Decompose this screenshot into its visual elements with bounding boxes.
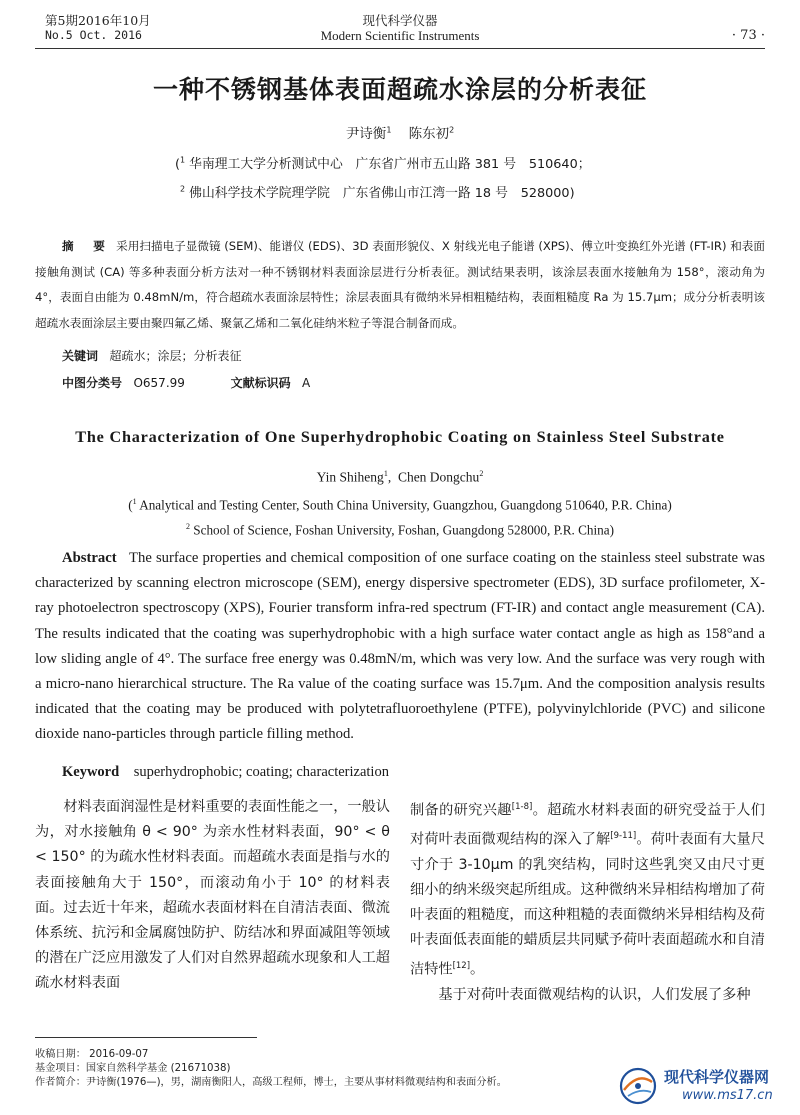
- doc-code-label: 文献标识码: [230, 376, 291, 390]
- abstract-en-label: Abstract: [62, 550, 117, 566]
- author-cn-1-sup: 1: [386, 125, 392, 135]
- body-column-right: [410, 795, 765, 1008]
- keywords-cn: [62, 347, 241, 364]
- keywords-en-label: Keyword: [62, 764, 120, 780]
- watermark-url: www.ms17.cn: [682, 1088, 773, 1103]
- abstract-cn-text: 采用扫描电子显微镜 (SEM)、能谱仪 (EDS)、3D 表面形貌仪、X 射线光电子能谱 (XPS)、傅立叶变换红外光谱 (FT-IR) 和表面接触角测试 (CA) 等多种表面分析方法对一种不锈钢材料表面涂层进行分析表征。测试结果表明，该涂层表面水接触角为 158°，滚动角为 4°，表面自由能为 0.48mN/m，符合超疏水表面涂层特性；涂层表面具有微纳米异相粗糙结构，表面粗糙度 Ra 为 15.7μm；成分分析表明该超疏水表面涂层主要由聚四氟乙烯、聚氯乙烯和二氧化硅纳米粒子等混合制备而成。: [35, 239, 765, 330]
- citation-1-8: [1-8]: [511, 802, 533, 812]
- body-column-left: [35, 795, 390, 997]
- header-journal-cn: 现代科学仪器: [362, 13, 438, 28]
- abstract-en-text: The surface properties and chemical composition of one surface coating on the stainless steel substrate was characterized by scanning electron microscope (SEM), energy dispersive spectrometer (EDS), 3D surface profilometer, X-ray photoelectron spectroscopy (XPS), Fourier transform infra-red spectrum (FT-IR) and contact angle measurement (CA). The results indicated that the coating was superhydrophobic with a high surface water contact angle as high as 158°and a low sliding angle of 4°. The surface free energy was 0.48mN/m, which was very low. And the surface was very rough with a micro-nano hierarchical structure. The Ra value of the coating surface was 15.7μm. And the composition analysis results indicated that the coating may be produced with polytetrafluoroethylene (PTFE), polyvinylchloride (PVC) and silicone dioxide nano-particles through particle filling method.: [35, 550, 766, 743]
- header-page-number: · 73 ·: [731, 28, 765, 43]
- author-en-2: Chen Dongchu: [397, 469, 480, 485]
- footnote-author-bio: 作者简介：尹诗衡(1976—)，男，湖南衡阳人，高级工程师，博士，主要从事材料微观结构和表面分析。: [35, 1077, 507, 1088]
- class-number-label: 中图分类号: [62, 376, 123, 390]
- keywords-en: [62, 764, 389, 781]
- author-en-1-sup: 1: [383, 469, 388, 478]
- abstract-cn-label: 摘 要: [62, 239, 109, 253]
- footnote-rule: [35, 1037, 257, 1038]
- body-right-paragraph-2: 基于对荷叶表面微观结构的认识，人们发展了多种: [438, 986, 751, 1003]
- watermark-logo: [618, 1062, 793, 1110]
- classification-cn: [62, 374, 310, 391]
- affiliation-cn-1-paren: (: [175, 157, 180, 172]
- citation-9-11: [9-11]: [610, 830, 637, 841]
- authors-en: Yin Shiheng$^1$, Chen Dongchu$^2$: [316, 469, 484, 485]
- author-cn-2-sup: 2: [449, 125, 455, 135]
- affiliation-cn-1-text: 华南理工大学分析测试中心 广东省广州市五山路 381 号 510640；: [189, 157, 591, 172]
- affiliation-en-2: [0, 522, 800, 538]
- footnote-received: 收稿日期： 2016-09-07: [35, 1049, 149, 1060]
- doc-code-value: A: [302, 376, 311, 390]
- affiliation-cn-1: [175, 153, 591, 172]
- body-right-text-4: 。: [470, 961, 485, 978]
- class-number-value: O657.99: [133, 376, 185, 390]
- author-en-1: Yin Shiheng: [316, 469, 384, 485]
- author-cn-2: 陈东初: [408, 126, 450, 142]
- watermark-globe-icon: [618, 1066, 658, 1106]
- abstract-cn: [35, 234, 765, 336]
- title-cn: 一种不锈钢基体表面超疏水涂层的分析表征: [152, 75, 647, 104]
- body-left-paragraph: 材料表面润湿性是材料重要的表面性能之一，一般认为，对水接触角 θ < 90° 为亲水性材料表面，90° < θ < 150° 的为疏水性材料表面。而超疏水表面是指与水的表面接触角大于 150°，而滚动角小于 10° 的材料表面。过去近十年来，超疏水表面材料在自清洁表面、微流体系统、抗污和金属腐蚀防护、防结冰和界面减阻等领域的潜在广泛应用激发了人们对自然界超疏水现象和人工超疏水材料表面: [35, 799, 390, 992]
- affiliation-en-2-text: School of Science, Foshan University, Foshan, Guangdong 528000, P.R. China): [189, 522, 615, 538]
- affiliation-cn-1-sup: 1: [180, 155, 186, 165]
- header-journal-en: Modern Scientific Instruments: [320, 28, 480, 43]
- body-right-paragraph-1: [410, 795, 765, 983]
- author-cn-1: 尹诗衡: [345, 126, 387, 142]
- affiliation-cn-2: [180, 182, 575, 201]
- keywords-cn-label: 关键词: [62, 349, 99, 363]
- affiliation-cn-2-text: 佛山科学技术学院理学院 广东省佛山市江湾一路 18 号 528000): [189, 186, 575, 201]
- affiliation-en-1-sup: 1: [132, 497, 137, 506]
- title-en: The Characterization of One Superhydrophobic Coating on Stainless Steel Substrate: [75, 428, 725, 446]
- affiliation-en-1-paren: (: [128, 497, 133, 513]
- keywords-en-text: superhydrophobic; coating; characterization: [133, 764, 389, 780]
- affiliation-en-2-sup: 2: [185, 522, 190, 531]
- citation-12: [12]: [452, 960, 471, 971]
- header-issue-en: No.5 Oct. 2016: [45, 28, 142, 42]
- header-rule: [35, 48, 765, 49]
- header-issue-cn: 第5期2016年10月: [45, 13, 151, 28]
- body-right-text-2: 。超疏水材料表面的研究受益于人们对荷叶表面微观结构的深入了解: [410, 802, 765, 848]
- authors-cn: [0, 122, 800, 142]
- watermark-name: 现代科学仪器网: [664, 1068, 770, 1086]
- abstract-en: [35, 546, 765, 748]
- footnote-funding: 基金项目：国家自然科学基金 (21671038): [35, 1063, 231, 1074]
- body-right-text-3: 。荷叶表面有大量尺寸介于 3-10μm 的乳突结构，同时这些乳突又由尺寸更细小的纳米级突起所组成。这种微纳米异相结构增加了荷叶表面的粗糙度，而这种粗糙的表面微纳米异相结构及荷叶表面低表面能的蜡质层共同赋予荷叶表面超疏水和自清洁特性: [410, 831, 765, 978]
- affiliation-en-1-text: Analytical and Testing Center, South China University, Guangzhou, Guangdong 510640, P.R. China): [136, 497, 672, 513]
- affiliation-en-1: [0, 497, 800, 513]
- body-right-text-1: 制备的研究兴趣: [410, 802, 512, 819]
- affiliation-cn-2-sup: 2: [180, 184, 186, 194]
- keywords-cn-text: 超疏水；涂层；分析表征: [109, 349, 242, 363]
- author-en-2-sup: 2: [479, 469, 484, 478]
